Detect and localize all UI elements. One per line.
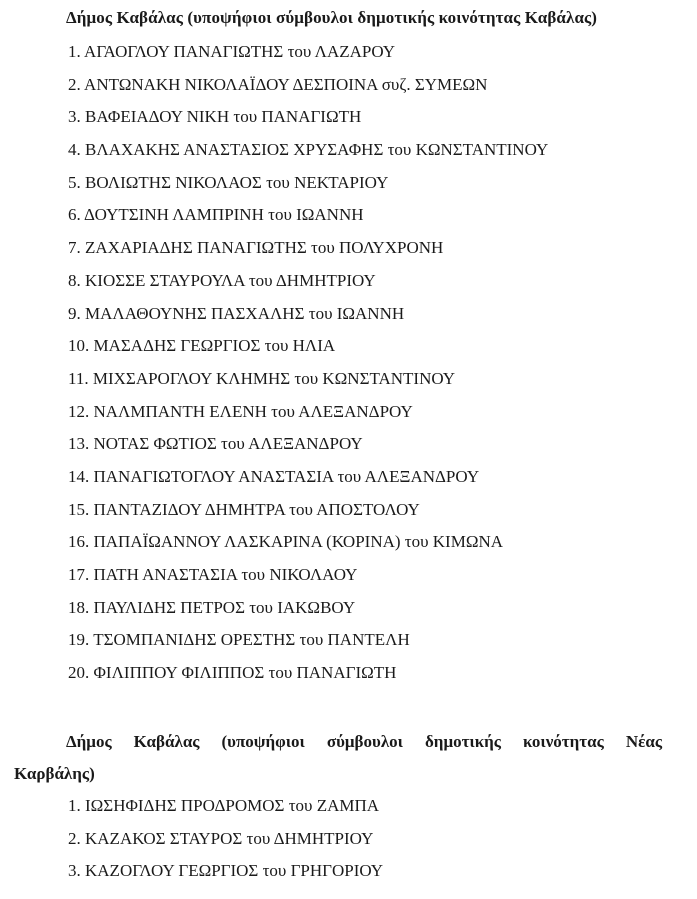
heading-word: Καρβάλης) <box>14 764 95 783</box>
candidate-list-kavala <box>68 36 548 690</box>
list-item: 1. ΙΩΣΗΦΙΔΗΣ ΠΡΟΔΡΟΜΟΣ του ΖΑΜΠΑ <box>68 796 380 815</box>
list-item: 2. ΚΑΖΑΚΟΣ ΣΤΑΥΡΟΣ του ΔΗΜΗΤΡΙΟΥ <box>68 828 374 848</box>
list-item: 15. ΠΑΝΤΑΖΙΔΟΥ ΔΗΜΗΤΡΑ του ΑΠΟΣΤΟΛΟΥ <box>68 499 420 519</box>
list-item: 11. ΜΙΧΣΑΡΟΓΛΟΥ ΚΛΗΜΗΣ του ΚΩΝΣΤΑΝΤΙΝΟΥ <box>68 368 456 388</box>
list-item: 7. ΖΑΧΑΡΙΑΔΗΣ ΠΑΝΑΓΙΩΤΗΣ του ΠΟΛΥΧΡΟΝΗ <box>68 238 444 258</box>
list-item: 5. ΒΟΛΙΩΤΗΣ ΝΙΚΟΛΑΟΣ του ΝΕΚΤΑΡΙΟΥ <box>68 172 389 192</box>
list-item: 17. ΠΑΤΗ ΑΝΑΣΤΑΣΙΑ του ΝΙΚΟΛΑΟΥ <box>68 565 358 584</box>
list-item: 3. ΚΑΖΟΓΛΟΥ ΓΕΩΡΓΙΟΣ του ΓΡΗΓΟΡΙΟΥ <box>68 861 384 881</box>
list-item: 8. ΚΙΟΣΣΕ ΣΤΑΥΡΟΥΛΑ του ΔΗΜΗΤΡΙΟΥ <box>68 270 376 290</box>
heading-word: δημοτικής <box>424 732 501 751</box>
heading-word: (υποψήφιοι <box>221 732 305 751</box>
list-item: 16. ΠΑΠΑΪΩΑΝΝΟΥ ΛΑΣΚΑΡΙΝΑ (ΚΟΡΙΝΑ) του ΚΙΜΩΝΑ <box>68 532 504 552</box>
heading-word: σύμβουλοι <box>326 732 403 751</box>
list-item: 6. ΔΟΥΤΣΙΝΗ ΛΑΜΠΡΙΝΗ του ΙΩΑΝΝΗ <box>68 205 364 225</box>
list-item: 9. ΜΑΛΑΘΟΥΝΗΣ ΠΑΣΧΑΛΗΣ του ΙΩΑΝΝΗ <box>68 303 405 323</box>
list-item: 14. ΠΑΝΑΓΙΩΤΟΓΛΟΥ ΑΝΑΣΤΑΣΙΑ του ΑΛΕΞΑΝΔΡΟΥ <box>68 466 480 486</box>
heading-word: Καβάλας <box>133 732 200 751</box>
list-item: 13. ΝΟΤΑΣ ΦΩΤΙΟΣ του ΑΛΕΞΑΝΔΡΟΥ <box>68 434 363 454</box>
list-item: 1. ΑΓΑΟΓΛΟΥ ΠΑΝΑΓΙΩΤΗΣ του ΛΑΖΑΡΟΥ <box>68 42 396 61</box>
list-item: 12. ΝΑΛΜΠΑΝΤΗ ΕΛΕΝΗ του ΑΛΕΞΑΝΔΡΟΥ <box>68 401 413 421</box>
list-item: 2. ΑΝΤΩΝΑΚΗ ΝΙΚΟΛΑΪΔΟΥ ΔΕΣΠΟΙΝΑ συζ. ΣΥΜΕΩΝ <box>68 74 488 94</box>
list-item: 19. ΤΣΟΜΠΑΝΙΔΗΣ ΟΡΕΣΤΗΣ του ΠΑΝΤΕΛΗ <box>68 630 410 650</box>
list-item: 20. ΦΙΛΙΠΠΟΥ ΦΙΛΙΠΠΟΣ του ΠΑΝΑΓΙΩΤΗ <box>68 663 397 683</box>
list-item: 4. ΒΛΑΧΑΚΗΣ ΑΝΑΣΤΑΣΙΟΣ ΧΡΥΣΑΦΗΣ του ΚΩΝΣΤΑΝΤΙΝΟΥ <box>68 140 549 160</box>
heading-word: Νέας <box>625 732 663 751</box>
list-item: 10. ΜΑΣΑΔΗΣ ΓΕΩΡΓΙΟΣ του ΗΛΙΑ <box>68 336 336 356</box>
heading-word: κοινότητας <box>522 732 604 751</box>
candidate-list-nea-karvali <box>68 790 383 888</box>
list-item: 3. ΒΑΦΕΙΑΔΟΥ ΝΙΚΗ του ΠΑΝΑΓΙΩΤΗ <box>68 107 362 127</box>
section-1-heading: Δήμος Καβάλας (υποψήφιοι σύμβουλοι δημοτικής κοινότητας Καβάλας) <box>66 8 598 27</box>
list-item: 18. ΠΑΥΛΙΔΗΣ ΠΕΤΡΟΣ του ΙΑΚΩΒΟΥ <box>68 597 356 617</box>
heading-word: Δήμος <box>66 732 112 751</box>
section-2-heading <box>14 726 662 790</box>
